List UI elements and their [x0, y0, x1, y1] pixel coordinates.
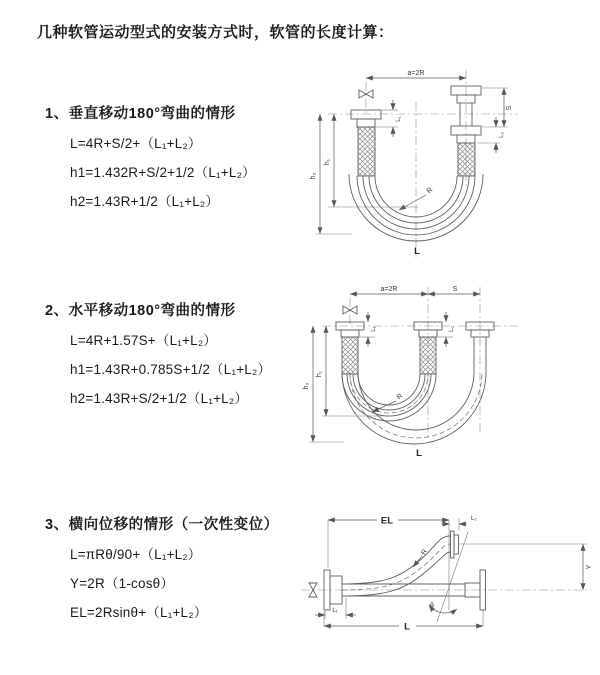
dim-l1-label: L₁ [371, 326, 377, 332]
formula-el: EL=2Rsinθ+（L₁+L₂） [70, 605, 208, 620]
dim-l2-label: L₂ [499, 132, 505, 138]
length-label: L [414, 246, 420, 257]
dim-h2 [303, 326, 344, 442]
formula-h1: h1=1.43R+0.785S+1/2（L₁+L₂） [70, 362, 272, 377]
dim-h2 [310, 114, 352, 234]
valve-icon [309, 583, 317, 597]
dim-a2r-label: a=2R [407, 70, 425, 77]
diagram-vertical-bend [300, 64, 545, 262]
section-vertical-bend [45, 100, 256, 216]
dim-l2 [441, 516, 477, 530]
section-2-heading: 2、水平移动180°弯曲的情形 [45, 303, 236, 319]
dim-l1 [360, 312, 377, 347]
section-3-heading: 3、横向位移的情形（一次性变位） [45, 517, 279, 533]
formula-h1: h1=1.432R+S/2+1/2（L₁+L₂） [70, 165, 256, 180]
left-fitting [351, 110, 381, 176]
dim-el-label: EL [380, 515, 394, 527]
dim-s-label: S [506, 105, 513, 111]
dim-h1-label: h₁ [324, 158, 331, 166]
dim-a2r [350, 286, 428, 294]
hose-u-bend-initial [342, 374, 436, 421]
dim-l2-label: L₂ [471, 516, 477, 522]
dim-h2-label: h₂ [303, 382, 310, 390]
dim-l1-label: L₁ [332, 608, 338, 614]
dim-l2 [438, 312, 455, 347]
formula-l: L=4R+S/2+（L₁+L₂） [70, 136, 202, 151]
radius-leader [399, 187, 434, 210]
dim-s [482, 88, 513, 127]
formula-l: L=πRθ/90+（L₁+L₂） [70, 547, 202, 562]
formula-l: L=4R+1.57S+（L₁+L₂） [70, 333, 217, 348]
dim-l2-label: L₂ [449, 326, 455, 332]
dim-l1 [315, 598, 356, 619]
dim-h1-label: h₁ [316, 370, 323, 378]
formula-y: Y=2R（1-cosθ） [70, 576, 175, 591]
angle-theta-label: θ [430, 603, 434, 610]
radius-label: R [395, 392, 405, 402]
page-title: 几种软管运动型式的安装方式时，软管的长度计算： [37, 24, 394, 41]
valve-icon [343, 306, 357, 314]
dim-a2r-label: a=2R [380, 286, 398, 293]
radius-leader [413, 548, 429, 567]
section-1-heading: 1、垂直移动180°弯曲的情形 [45, 106, 236, 122]
upper-fitting [451, 531, 459, 558]
dim-s-label: S [452, 286, 458, 293]
hose-displaced-curve [342, 536, 451, 596]
dim-h2-label: h₂ [310, 172, 317, 180]
section-horizontal-bend [45, 297, 271, 413]
dim-y-label: Y [586, 564, 593, 570]
middle-fitting [414, 322, 442, 374]
formula-h2: h2=1.43R+1/2（L₁+L₂） [70, 194, 220, 209]
formula-h2: h2=1.43R+S/2+1/2（L₁+L₂） [70, 391, 249, 406]
length-label: L [416, 448, 422, 459]
dim-l [324, 610, 483, 633]
dim-l-label: L [404, 621, 410, 633]
dim-l1 [376, 100, 402, 137]
radius-label: R [420, 548, 429, 557]
left-fitting [336, 322, 364, 374]
dim-s [428, 286, 480, 294]
diagram-lateral-displacement [295, 498, 597, 658]
valve-icon [359, 90, 373, 98]
dim-a2r [366, 70, 466, 78]
radius-label: R [425, 186, 435, 196]
dim-l1-label: L₁ [396, 116, 402, 122]
diagram-horizontal-bend [298, 282, 570, 464]
section-lateral-displacement [45, 511, 279, 627]
